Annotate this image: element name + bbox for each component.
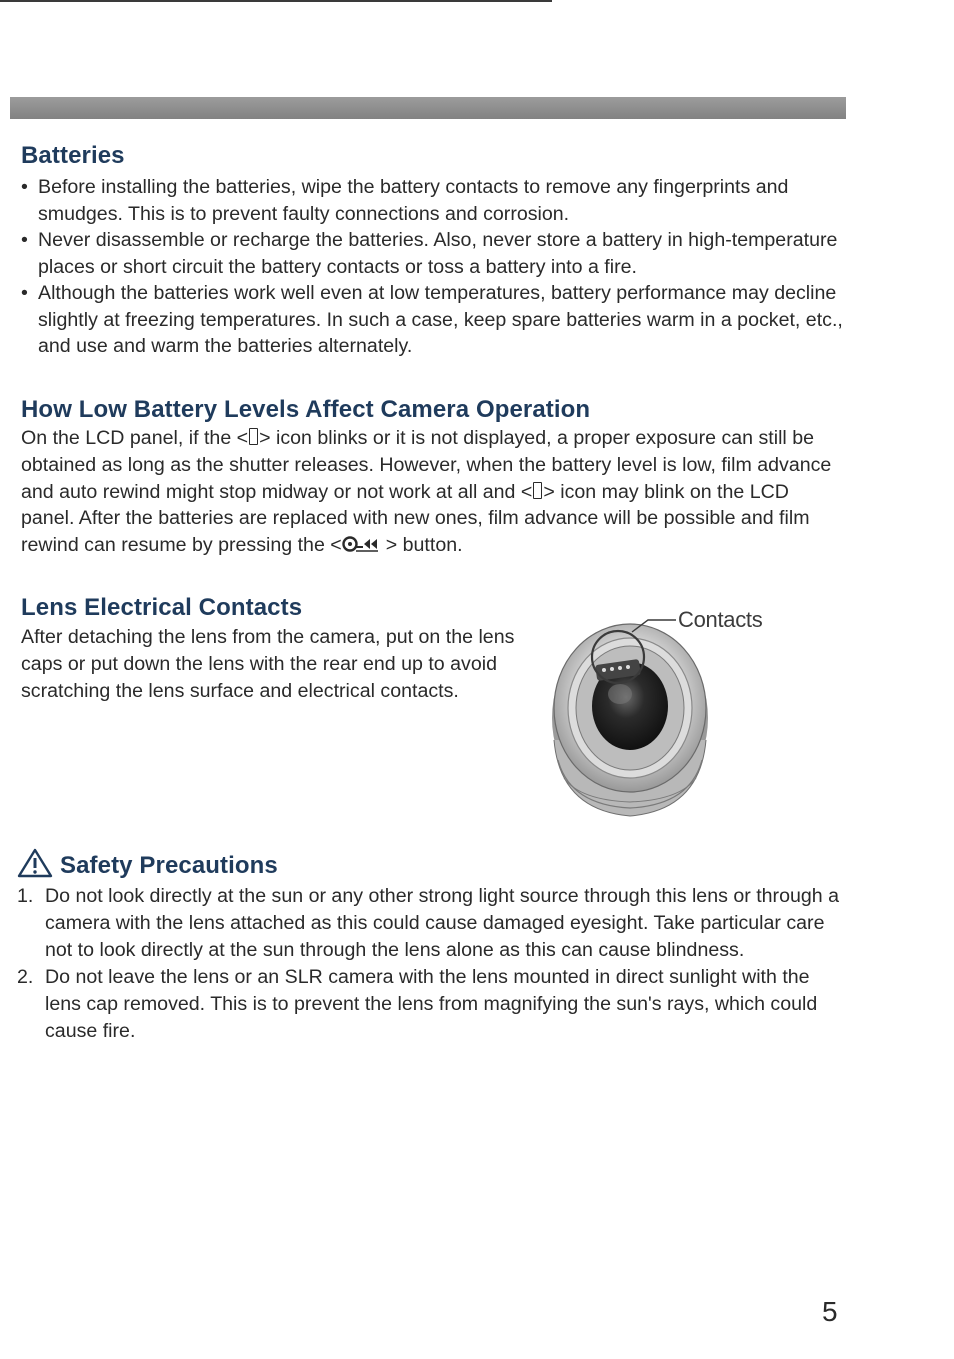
top-rule [0, 0, 552, 2]
page-number: 5 [822, 1296, 838, 1327]
batteries-heading: Batteries [21, 142, 125, 169]
battery-levels-text: > button. [385, 534, 463, 557]
safety-item [17, 964, 847, 1045]
battery-icon [533, 482, 542, 499]
header-band [10, 97, 846, 119]
rewind-button-icon [342, 534, 386, 561]
batteries-bullet: • Never disassemble or recharge the batteries. Also, never store a battery in high-temperature places or short circuit the battery contacts or toss a battery into a fire. [20, 227, 850, 280]
safety-item-text: Do not leave the lens or an SLR camera with the lens mounted in direct sunlight with the lens cap removed. This is to prevent the lens from magnifying the sun's rays, which could cause fire. [45, 966, 818, 1042]
safety-item-number: 2. [17, 966, 34, 988]
batteries-bullet: • Before installing the batteries, wipe the battery contacts to remove any fingerprints and smudges. This is to prevent faulty connections and corrosion. [20, 174, 850, 227]
lens-rear-illustration [540, 600, 800, 825]
battery-levels-heading: How Low Battery Levels Affect Camera Operation [21, 396, 591, 423]
warning-triangle-icon [17, 848, 53, 883]
safety-heading: Safety Precautions [60, 852, 278, 879]
safety-list [17, 883, 847, 1045]
battery-levels-text: On the LCD panel, if the < [21, 427, 249, 449]
safety-item-text: Do not look directly at the sun or any other strong light source through this lens or through a camera with the lens attached as this could cause damaged eyesight. Take particular care not to look directly at the sun through the lens alone as this can cause blindness. [45, 885, 839, 961]
contacts-label: Contacts [678, 607, 763, 632]
safety-item [17, 883, 847, 964]
battery-levels-body [21, 425, 843, 561]
batteries-list [20, 174, 850, 360]
lens-contacts-body: After detaching the lens from the camera, put on the lens caps or put down the lens with the rear end up to avoid scratching the lens surface and electrical contacts. [21, 626, 515, 702]
battery-icon [249, 428, 258, 445]
batteries-bullet: • Although the batteries work well even at low temperatures, battery performance may decline slightly at freezing temperatures. In such a case, keep spare batteries warm in a pocket, etc., and use and warm the batteries alternately. [20, 280, 850, 360]
battery-levels-text: > icon may blink on the LCD panel. After the batteries are replaced with new ones, film advance will be possible and film rewind can resume by pressing the < [21, 480, 810, 557]
lens-contacts-heading: Lens Electrical Contacts [21, 594, 303, 621]
safety-item-number: 1. [17, 885, 34, 907]
battery-levels-text: > icon blinks or it is not displayed, a proper exposure can still be obtained as long as the shutter releases. However, when the battery level is low, film advance and auto rewind might stop midway or not work at all and < [21, 427, 832, 503]
